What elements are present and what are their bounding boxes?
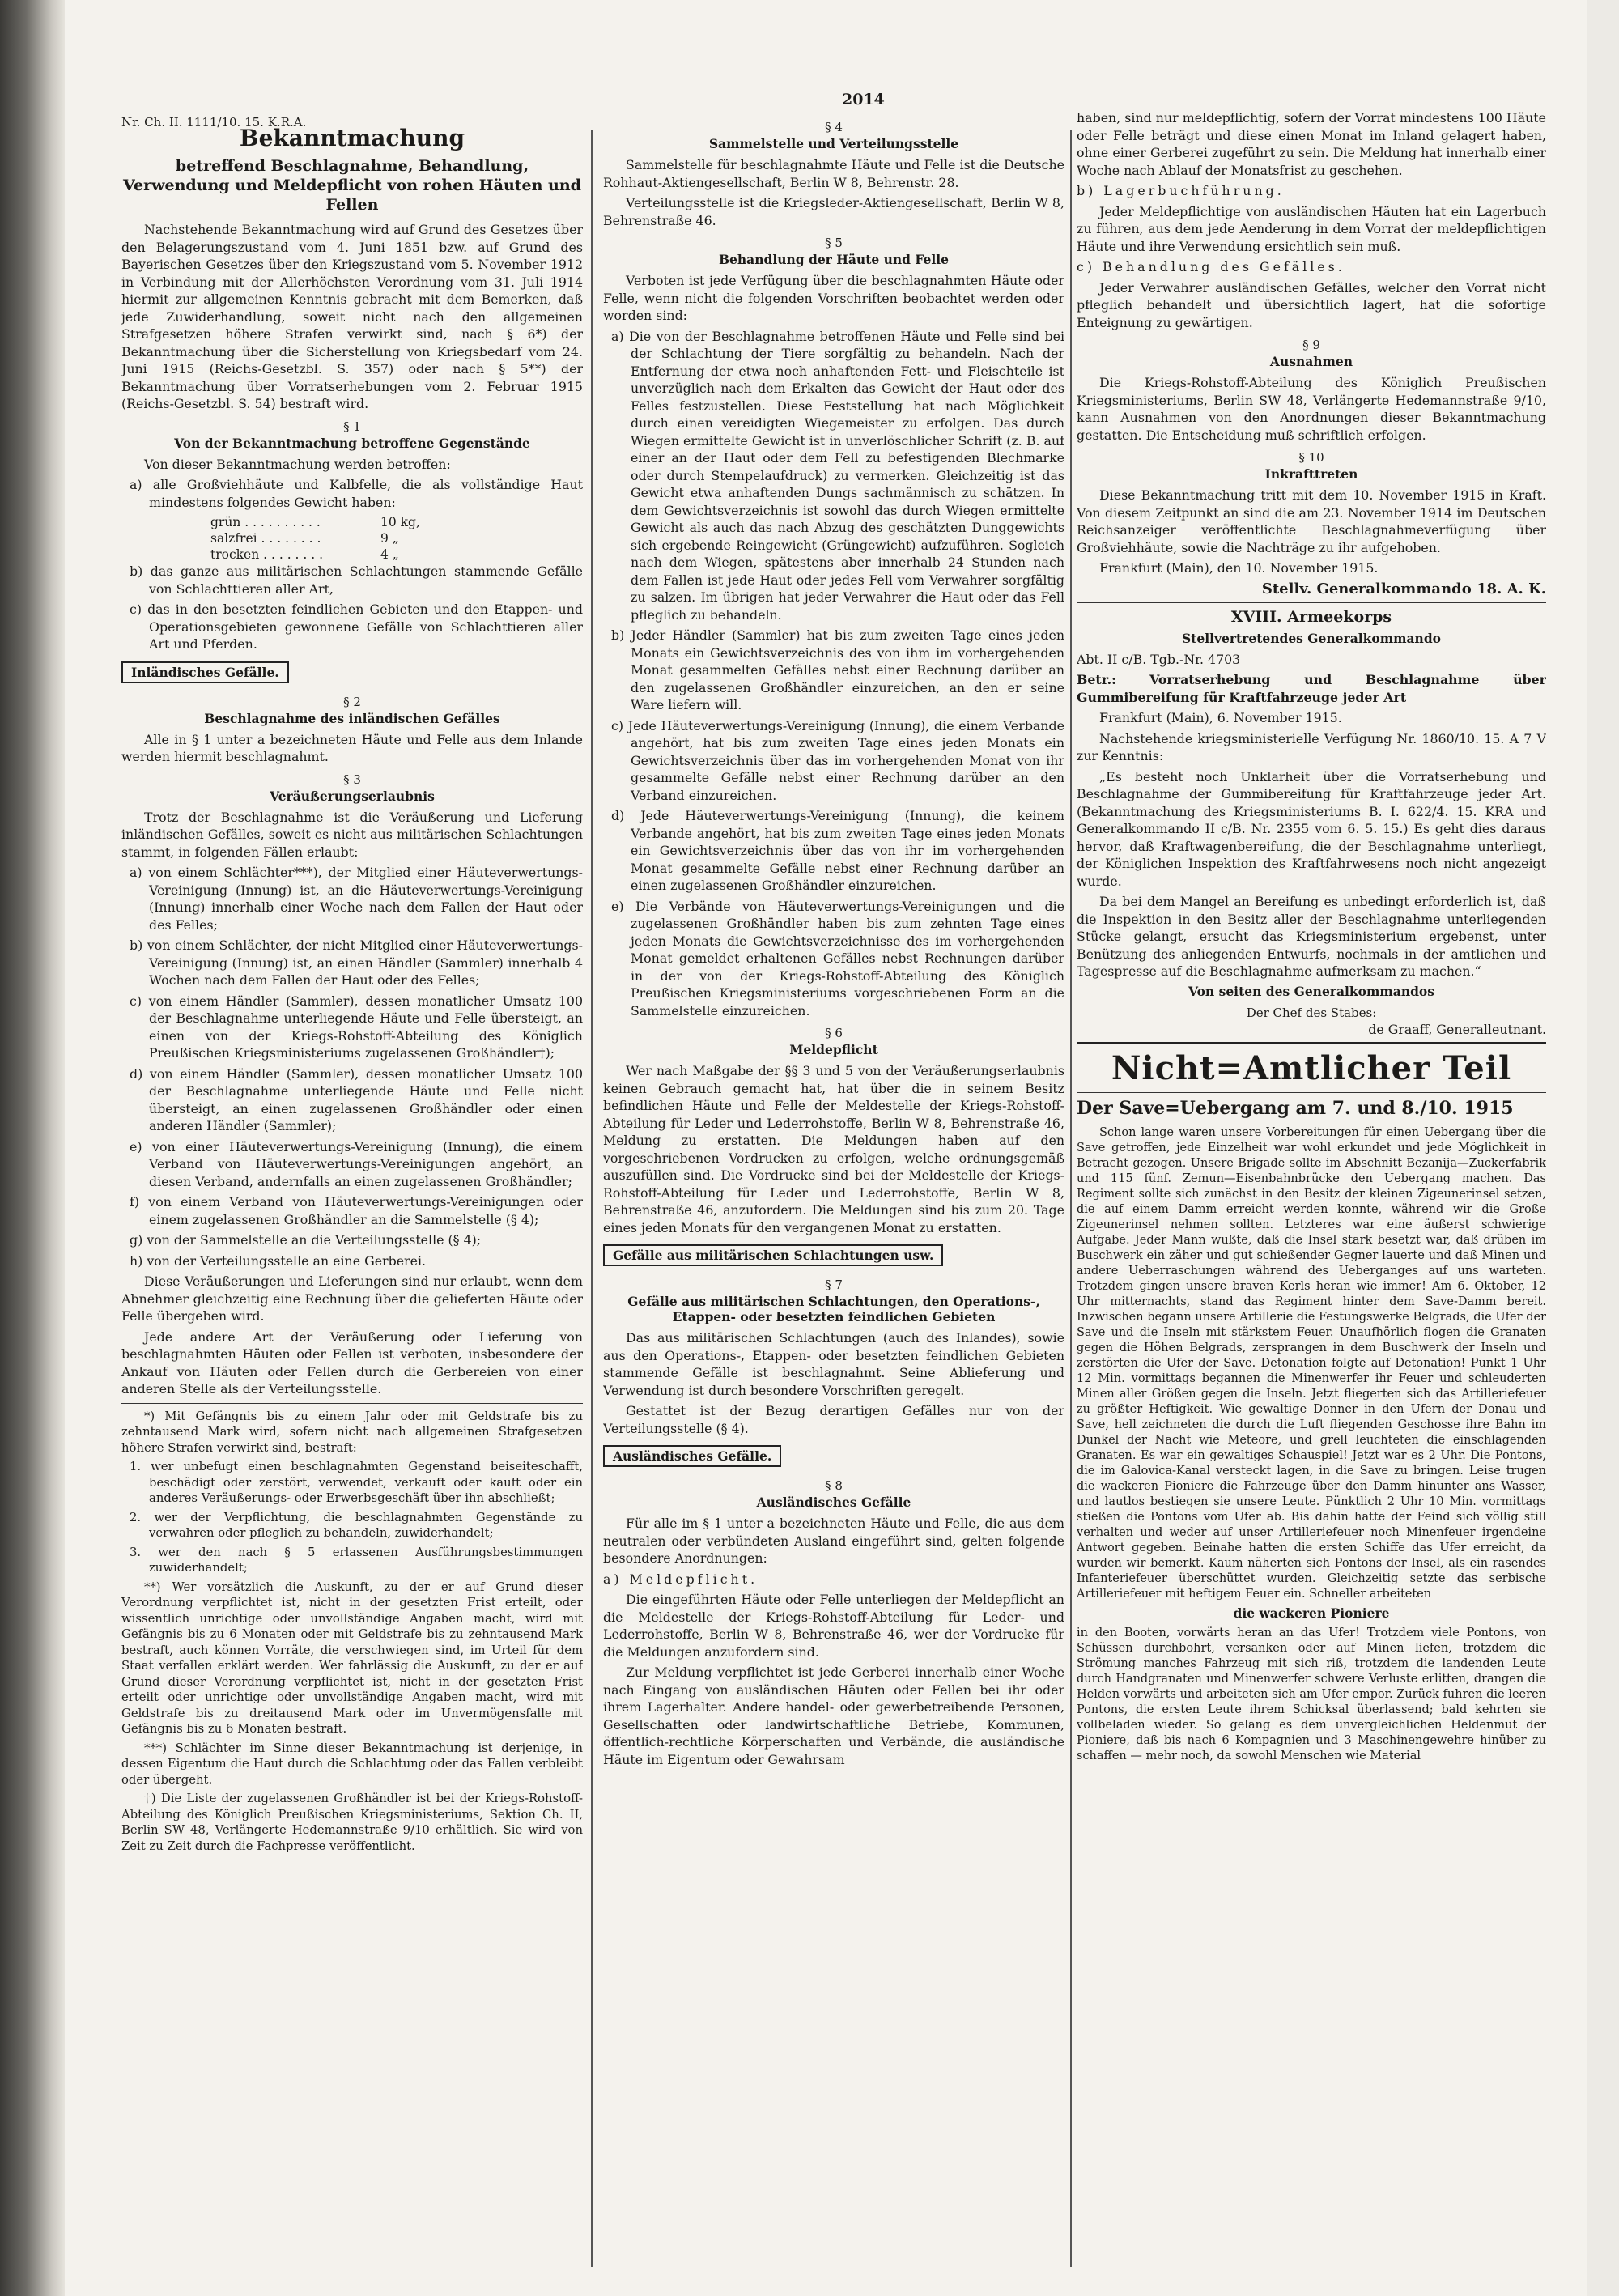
section-5-text: Verboten ist jede Verfügung über die beschlagnahmten Häute oder Felle, wenn nicht die folgenden Vorschriften beobachtet werden oder worden sind: <box>603 273 1064 323</box>
section-2-number: § 2 <box>343 694 361 709</box>
subsection-c-text: Jeder Verwahrer ausländischen Gefälles, welcher den Vorrat nicht pfleglich behandelt und übersichtlich lagert, hat die sofortige Enteignung zu gewärtigen. <box>1077 279 1546 330</box>
order-paragraph-3: Da bei dem Mangel an Bereifung es unbedingt erforderlich ist, daß die Inspektion in den Besitz aller der Beschlagnahme unterliegenden Stücke gelangt, ersucht das Kriegsministerium ergebenst, unter Benützung des anliegenden Entwurfs, nochmals in der amtlichen und Tagespresse auf die Beschlagnahme aufmerksam zu machen.“ <box>1077 894 1546 979</box>
signature-name: de Graaff, Generalleutnant. <box>1368 1021 1546 1037</box>
section-7-paragraph-2: Gestattet ist der Bezug derartigen Gefälles nur von der Verteilungsstelle (§ 4). <box>603 1403 1064 1436</box>
list-item: c) von einem Händler (Sammler), dessen monatlicher Umsatz 100 der Beschlagnahme unterliegende Häute und Felle übersteigt, an einen von der Kriegs-Rohstoff-Abteilung des Königlich Preußischen Kriegsministeriums zugelassenen Großhändler†); <box>130 993 583 1061</box>
section-5-title: Behandlung der Häute und Felle <box>718 252 950 267</box>
list-item: f) von einem Verband von Häuteverwertungs-Vereinigungen oder einem zugelassenen Großhändler an die Sammelstelle (§ 4); <box>130 1194 583 1227</box>
subsection-b-heading: b) Lagerbuchführung. <box>1077 183 1285 198</box>
divider <box>1077 1042 1546 1044</box>
book-binding-gutter <box>0 0 65 2296</box>
document-reference: Nr. Ch. II. 1111/10. 15. K.R.A. <box>121 115 307 130</box>
list-item: g) von der Sammelstelle an die Verteilungsstelle (§ 4); <box>130 1232 482 1248</box>
continued-paragraph: haben, sind nur meldepflichtig, sofern der Vorrat mindestens 100 Häute oder Felle beträgt und diese einen Monat im Inland gelagert haben, ohne einer Gerberei zugeführt zu sein. Die Meldung hat innerhalb einer Woche nach Ablauf der Monatsfrist zu geschehen. <box>1077 110 1546 178</box>
section-4-title: Sammelstelle und Verteilungsstelle <box>708 136 959 151</box>
section-6-text: Wer nach Maßgabe der §§ 3 und 5 von der Veräußerungserlaubnis keinen Gebrauch gemacht hat, hat über die in seinem Besitz befindlichen Häute und Felle der Meldestelle der Kriegs-Rohstoff-Abteilung für Leder und Lederrohstoffe, Berlin W 8, Behrenstraße 46, Meldung zu erstatten. Die Meldungen haben auf den vorgeschriebenen Vordrucken zu erfolgen, welche ordnungsgemäß auszufüllen sind. Die Vordrucke sind bei der Meldestelle der Kriegs-Rohstoff-Abteilung für Leder und Lederrohstoffe, Berlin W 8, Behrenstraße 46, anzufordern. Die Meldungen sind bis zum 20. Tage eines jeden Monats für den vergangenen Monat zu erstatten. <box>603 1063 1064 1235</box>
column-rule-1 <box>591 130 593 2267</box>
footnote-1: *) Mit Gefängnis bis zu einem Jahr oder mit Geldstrafe bis zu zehntausend Mark wird, sofern nicht nach allgemeinen Strafgesetzen höhere Strafen verwirkt sind, bestraft: <box>121 1409 583 1455</box>
section-4-paragraph-1: Sammelstelle für beschlagnahmte Häute und Felle ist die Deutsche Rohhaut-Aktiengesellschaft, Berlin W 8, Behrenstr. 28. <box>603 157 1064 190</box>
section-7-number: § 7 <box>825 1278 843 1292</box>
non-official-section-title: Nicht=Amtlicher Teil <box>1111 1048 1512 1087</box>
section-1-item-c: c) das in den besetzten feindlichen Gebieten und den Etappen- und Operationsgebieten gewonnene Gefälle von Schlachttieren aller Art und Pferden. <box>130 602 583 652</box>
heading-box-domestic: Inländisches Gefälle. <box>121 661 289 683</box>
section-10-number: § 10 <box>1298 450 1324 465</box>
section-5-number: § 5 <box>825 236 843 250</box>
order-paragraph-1: Nachstehende kriegsministerielle Verfügung Nr. 1860/10. 15. A 7 V zur Kenntnis: <box>1077 730 1546 763</box>
article-subheading: die wackeren Pioniere <box>1233 1605 1390 1621</box>
corps-subheading: Stellvertretendes Generalkommando <box>1181 630 1442 646</box>
subject-text: Vorratserhebung und Beschlagnahme über Gummibereifung für Kraftfahrzeuge jeder Art <box>1077 672 1546 705</box>
section-1-item-a: a) alle Großviehhäute und Kalbfelle, die als vollständige Haut mindestens folgendes Gewicht haben: <box>130 477 583 510</box>
section-9-number: § 9 <box>1302 338 1320 352</box>
footnote-4: †) Die Liste der zugelassenen Großhändler ist bei der Kriegs-Rohstoff-Abteilung des Königlich Preußischen Kriegsministeriums, Sektion Ch. II, Berlin SW 48, Verlängerte Hedemannstraße 9/10 erhältlich. Sie wird von Zeit zu Zeit durch die Fachpresse veröffentlicht. <box>121 1792 583 1853</box>
announcement-subtitle: betreffend Beschlagnahme, Behandlung, Verwendung und Meldepflicht von rohen Häuten und Fellen <box>123 157 581 214</box>
heading-box-foreign: Ausländisches Gefälle. <box>603 1445 781 1467</box>
weight-row: salzfrei . . . . . . . . 9 „ <box>210 531 399 546</box>
footnotes <box>121 1409 583 1855</box>
signature-1: Stellv. Generalkommando 18. A. K. <box>1261 580 1546 597</box>
intro-paragraph: Nachstehende Bekanntmachung wird auf Grund des Gesetzes über den Belagerungszustand vom 4. Juni 1851 bzw. auf Grund des Bayerischen Gesetzes über den Kriegszustand vom 5. November 1912 in Verbindung mit der Allerhöchsten Verordnung vom 31. Juli 1914 hiermit zur allgemeinen Kenntnis gebracht mit dem Bemerken, daß jede Zuwiderhandlung, soweit nicht nach den allgemeinen Strafgesetzen höhere Strafen verwirkt sind, nach § 6*) der Bekanntmachung über die Sicherstellung von Kriegsbedarf vom 24. Juni 1915 (Reichs-Gesetzbl. S. 357) oder nach § 5**) der Bekanntmachung über Vorratserhebungen vom 2. Februar 1915 (Reichs-Gesetzbl. S. 54) bestraft wird. <box>121 222 583 411</box>
section-3-number: § 3 <box>343 772 361 787</box>
order-paragraph-2: „Es besteht noch Unklarheit über die Vorratserhebung und Beschlagnahme der Gummibereifung für Kraftfahrzeuge jeder Art. (Bekanntmachung des Kriegsministeriums B. I. 622/4. 15. KRA und Generalkommando II c/B. Nr. 2355 vom 6. 5. 15.) Es geht dies daraus hervor, daß Kraftwagenbereifung, die der Beschlagnahme unterliegt, der Königlichen Inspektion des Kraftfahrwesens noch nicht angezeigt wurde. <box>1077 768 1546 889</box>
section-6-title: Meldepflicht <box>789 1042 878 1057</box>
subsection-b-text: Jeder Meldepflichtige von ausländischen Häuten hat ein Lagerbuch zu führen, aus dem jede Aenderung in dem Vorrat der meldepflichtigen Häute und ihre Verwendung ersichtlich sein muß. <box>1077 203 1546 254</box>
weight-row: grün . . . . . . . . . . 10 kg, <box>210 515 420 529</box>
section-8-a-paragraph-1: Die eingeführten Häute oder Felle unterliegen der Meldepflicht an die Meldestelle der Kriegs-Rohstoff-Abteilung für Leder- und Lederrohstoffe, Berlin W 8, Behrenstraße 46, wer der Vordrucke für die Meldungen anzufordern sind. <box>603 1592 1064 1660</box>
divider <box>1077 1092 1546 1093</box>
section-9-title: Ausnahmen <box>1269 354 1353 369</box>
list-item: b) Jeder Händler (Sammler) hat bis zum zweiten Tage eines jeden Monats ein Gewichtsverzeichnis des von ihm im vorhergehenden Monat gesammelten Gefälles nebst einer Rechnung darüber an den zugelassenen Großhändler einzureichen, an den er seine Ware liefern will. <box>611 627 1064 712</box>
weight-row: trocken . . . . . . . . 4 „ <box>210 547 399 562</box>
heading-box-military: Gefälle aus militärischen Schlachtungen usw. <box>603 1244 943 1266</box>
section-8-a-heading: a) Meldepflicht. <box>603 1571 759 1587</box>
section-1-item-b: b) das ganze aus militärischen Schlachtungen stammende Gefälle von Schlachttieren aller Art, <box>130 563 583 597</box>
date-line-1: Frankfurt (Main), den 10. November 1915. <box>1099 560 1379 576</box>
announcement-title: Bekanntmachung <box>239 125 465 151</box>
corps-heading: XVIII. Armeekorps <box>1230 607 1392 626</box>
subject-label: Betr.: <box>1077 672 1116 687</box>
footnote-2: **) Wer vorsätzlich die Auskunft, zu der er auf Grund dieser Verordnung verpflichtet ist, nicht in der gesetzten Frist erteilt, oder wissentlich unrichtige oder unvollständige Angaben macht, wird mit Gefängnis bis zu 6 Monaten oder mit Geldstrafe bis zu zehntausend Mark bestraft, auch können Vorräte, die verschwiegen sind, im Urteil für dem Staat verfallen erklärt werden. Wer fahrlässig die Auskunft, zu der er auf Grund dieser Verordnung verpflichtet ist, nicht in der gesetzten Frist erteilt oder unrichtige oder unvollständige Angaben macht, wird mit Geldstrafe bis zu dreitausend Mark oder im Unvermögensfalle mit Gefängnis bis zu 6 Monaten bestraft. <box>121 1580 583 1736</box>
section-2-title: Beschlagnahme des inländischen Gefälles <box>204 710 500 726</box>
section-10-text: Diese Bekanntmachung tritt mit dem 10. November 1915 in Kraft. Von diesem Zeitpunkt an sind die am 23. November 1914 im Deutschen Reichsanzeiger veröffentlichte Beschlagnahmeverfügung über Großviehhäute, sowie die Nachträge zu ihr aufgehoben. <box>1077 487 1546 555</box>
list-item: d) von einem Händler (Sammler), dessen monatlicher Umsatz 100 der Beschlagnahme unterliegende Häute und Felle nicht übersteigt, an einen zugelassenen Großhändler oder einen anderen Händler (Sammler); <box>130 1065 583 1133</box>
list-item: c) Jede Häuteverwertungs-Vereinigung (Innung), die einem Verbande angehört, hat bis zum zweiten Tage eines jeden Monats ein Gewichtsverzeichnis über das im vorhergehenden Monat von ihr gesammelte Gefälle nebst einer Rechnung darüber an den Verband einzureichen. <box>611 717 1064 803</box>
section-3-text: Trotz der Beschlagnahme ist die Veräußerung und Lieferung inländischen Gefälles, soweit es nicht aus militärischen Schlachtungen stammt, in folgenden Fällen erlaubt: <box>121 809 583 860</box>
section-8-title: Ausländisches Gefälle <box>756 1495 911 1510</box>
section-3-paragraph-3: Jede andere Art der Veräußerung oder Lieferung von beschlagnahmten Häuten oder Fellen ist verboten, insbesondere der Ankauf von Häuten oder Fellen durch die Gerbereien von einer anderen Stelle als der Verteilungsstelle. <box>121 1329 583 1397</box>
column-3 <box>1077 109 1546 2255</box>
section-8-number: § 8 <box>825 1478 843 1493</box>
list-item: a) Die von der Beschlagnahme betroffenen Häute und Felle sind bei der Schlachtung der Tiere sorgfältig zu behandeln. Nach der Entfernung der etwa noch anhaftenden Fett- und Fleischteile ist unverzüglich nach dem Erkalten das Gewicht der Haut oder des Felles festzustellen. Diese Feststellung hat nach Möglichkeit durch einen vereidigten Wiegemeister zu erfolgen. Das durch Wiegen ermittelte Gewicht ist in unverlöschlicher Schrift (z. B. auf einer an der Haut oder dem Fell zu befestigenden Blechmarke oder durch Stempelaufdruck) zu vermerken. Gleichzeitig ist das Gewicht etwa anhaftenden Dungs sachmännisch zu schätzen. In dem Gewichtsverzeichnis ist sowohl das durch Wiegen ermittelte Gewicht als auch das nach Abzug des geschätzten Dunggewichts sich ergebende Reingewicht (Grüngewicht) aufzuführen. Sogleich nach dem Wiegen, spätestens aber innerhalb 24 Stunden nach dem Fallen ist jede Haut oder jedes Fell vom Verwahrer sorgfältig zu salzen. Im übrigen hat jeder Verwahrer die Haut oder das Fell pfleglich zu behandeln. <box>611 328 1064 623</box>
footnote-divider <box>121 1403 583 1404</box>
section-4-paragraph-2: Verteilungsstelle ist die Kriegsleder-Aktiengesellschaft, Berlin W 8, Behrenstraße 46. <box>603 195 1064 228</box>
subsection-c-heading: c) Behandlung des Gefälles. <box>1077 259 1345 274</box>
footnote-1-item: 3. wer den nach § 5 erlassenen Ausführungsbestimmungen zuwiderhandelt; <box>130 1545 583 1575</box>
section-7-title: Gefälle aus militärischen Schlachtungen, den Operations-, Etappen- oder besetzten feindlichen Gebieten <box>627 1294 1040 1324</box>
section-3-title: Veräußerungserlaubnis <box>270 788 435 804</box>
article-paragraph-1: Schon lange waren unsere Vorbereitungen für einen Uebergang über die Save getroffen, jede Einzelheit war wohl erkundet und jede Möglichkeit in Betracht gezogen. Unsere Brigade sollte im Abschnitt Bezanija—Zuckerfabrik und 115 fünf. Zemun—Eisenbahnbrücke den Uebergang machen. Das Regiment sollte sich zunächst in den Besitz der kleinen Zigeunerinsel setzen, die auf einem Damm erreicht werden konnte, während wir die Große Zigeunerinsel nehmen sollten. Letzteres war eine äußerst schwierige Aufgabe. Jeder Mann wußte, daß die Insel stark besetzt war, daß drüben im Buschwerk ein zäher und gut schießender Gegner lauerte und daß Minen und andere Ueberraschungen während des Ueberganges auf uns warteten. Trotzdem gingen unsere braven Kerls heran wie immer! Am 6. Oktober, 12 Uhr mitternachts, stand das Regiment hinter dem Save-Damm bereit. Inzwischen begann unsere Artillerie die Festungswerke Belgrads, die Ufer der Save und die Inseln mit stärkstem Feuer. Unaufhörlich flogen die Granaten gegen die Höhen Belgrads, zersprangen in dem Buschwerk der Inseln und zerstörten die Ufer der Save. Detonation folgte auf Detonation! Punkt 1 Uhr 12 Min. vormittags begannen die Minenwerfer ihr Feuer und schleuderten Minen aller Größen gegen die Inseln. Jetzt fliegerten sich das Artilleriefeuer zu größter Heftigkeit. Wie gewaltige Donner in den Ufern der Donau und Save, hell zeichneten die durch die Luft fliegenden Geschosse ihre Bahn im Dunkel der Nacht wie Meteore, und grell leuchteten die einschlagenden Granaten. Es war ein gewaltiges Schauspiel! Jetzt war es 2 Uhr. Die Pontons, die im Galovica-Kanal versteckt lagen, in die Save zu bringen. Leise trugen die wackeren Pioniere die Fahrzeuge über den Damm hinunter ans Wasser, und lautlos bestiegen sie unsere Leute. Pünktlich 2 Uhr 10 Min. vormittags stießen die Pontons vom Ufer ab. Bis dahin hatte der Feind sich völlig still verhalten und weder auf unser Artilleriefeuer noch Minenfeuer irgendeine Antwort gegeben. Beinahe hatten die ersten Schiffe das Ufer erreicht, da wurden wir bemerkt. Kaum näherten sich Pontons der Insel, als ein rasendes Infanteriefeuer überschüttet wurden. Gleichzeitig setzte das serbische Artilleriefeuer mit heftigem Feuer ein. Schneller arbeiteten <box>1077 1125 1546 1601</box>
list-item: e) Die Verbände von Häuteverwertungs-Vereinigungen und die zugelassenen Großhändler haben bis zum zehnten Tage eines jeden Monats die Gewichtsverzeichnisse des im vorhergehenden Monat gemeldet erhaltenen Gefälles nebst Rechnungen darüber in der von der Kriegs-Rohstoff-Abteilung des Königlich Preußischen Kriegsministeriums vorgeschriebenen Form an die Sammelstelle einzureichen. <box>611 898 1064 1018</box>
section-7-paragraph-1: Das aus militärischen Schlachtungen (auch des Inlandes), sowie aus den Operations-, Etappen- oder besetzten feindlichen Gebieten stammende Gefälle ist beschlagnahmt. Seine Ablieferung und Verwendung ist durch besondere Vorschriften geregelt. <box>603 1330 1064 1398</box>
signature-heading: Von seiten des Generalkommandos <box>1188 983 1434 999</box>
section-4-number: § 4 <box>825 120 843 134</box>
column-rule-2 <box>1070 130 1072 2267</box>
section-1-number: § 1 <box>343 419 361 434</box>
section-1-title: Von der Bekanntmachung betroffene Gegenstände <box>174 435 530 451</box>
list-item: d) Jede Häuteverwertungs-Vereinigung (Innung), die keinem Verbande angehört, hat bis zum zweiten Tage eines jeden Monats ein Gewichtsverzeichnis über das von ihr im vorhergehenden Monat gesammelte Gefälle nebst einer Rechnung darüber an einen zugelassenen Großhändler einzureichen. <box>611 808 1064 893</box>
article-paragraph-2: in den Booten, vorwärts heran an das Ufer! Trotzdem viele Pontons, von Schüssen durchbohrt, versanken oder auf Minen liefen, trotzdem die Strömung manches Fahrzeug mit sich riß, trotzdem die landenden Leute durch Handgranaten und Minenwerfer schwere Verluste erlitten, drangen die Helden vorwärts und arbeiteten sich am Ufer empor. Zurück fuhren die leeren Pontons, die ersten Leute ihrem Schicksal überlassend; bald kehrten sie vollbeladen wieder. So gelang es dem unvergleichlichen Heldenmut der Pioniere, daß bis nach 6 Kompagnien und 3 Maschinengewehre hinüber zu schaffen — mehr noch, da sowohl Menschen wie Material <box>1077 1626 1546 1762</box>
divider <box>1077 602 1546 603</box>
section-10-title: Inkrafttreten <box>1264 466 1358 482</box>
section-9-text: Die Kriegs-Rohstoff-Abteilung des Königlich Preußischen Kriegsministeriums, Berlin SW 48, Verlängerte Hedemannstraße 9/10, kann Ausnahmen von den Anordnungen dieser Bekanntmachung gestatten. Die Entscheidung muß schriftlich erfolgen. <box>1077 375 1546 443</box>
footnote-1-item: 1. wer unbefugt einen beschlagnahmten Gegenstand beiseiteschafft, beschädigt oder zerstört, verwendet, verkauft oder kauft oder ein anderes Veräußerungs- oder Erwerbsgeschäft über ihn abschließt; <box>130 1460 583 1505</box>
signature-role: Der Chef des Stabes: <box>1246 1005 1377 1020</box>
section-2-text: Alle in § 1 unter a bezeichneten Häute und Felle aus dem Inlande werden hiermit beschlagnahmt. <box>121 731 583 764</box>
section-1-text: Von dieser Bekanntmachung werden betroffen: <box>144 456 451 472</box>
list-item: b) von einem Schlächter, der nicht Mitglied einer Häuteverwertungs-Vereinigung (Innung) ist, an einen Händler (Sammler) innerhalb 4 Wochen nach dem Fallen der Haut oder des Felles; <box>130 938 583 988</box>
footnote-3: ***) Schlächter im Sinne dieser Bekanntmachung ist derjenige, in dessen Eigentum die Haut durch die Schlachtung oder das Fallen verbleibt oder übergeht. <box>121 1741 583 1787</box>
page-number: 2014 <box>842 91 885 108</box>
article-title: Der Save=Uebergang am 7. und 8./10. 1915 <box>1077 1097 1514 1119</box>
column-1 <box>121 121 583 2251</box>
newspaper-page <box>65 0 1587 2296</box>
section-8-text: Für alle im § 1 unter a bezeichneten Häute und Felle, die aus dem neutralen oder verbündeten Ausland eingeführt sind, gelten folgende besondere Anordnungen: <box>603 1516 1064 1566</box>
department-reference: Abt. II c/B. Tgb.-Nr. 4703 <box>1077 651 1241 667</box>
section-3-paragraph-2: Diese Veräußerungen und Lieferungen sind nur erlaubt, wenn dem Abnehmer gleichzeitig eine Rechnung über die gelieferten Häute oder Felle übergeben wird. <box>121 1273 583 1324</box>
column-2 <box>603 113 1064 2251</box>
footnote-1-item: 2. wer der Verpflichtung, die beschlagnahmten Gegenstände zu verwahren oder pfleglich zu behandeln, zuwiderhandelt; <box>130 1510 583 1540</box>
list-item: h) von der Verteilungsstelle an eine Gerberei. <box>130 1252 427 1269</box>
list-item: a) von einem Schlächter***), der Mitglied einer Häuteverwertungs-Vereinigung (Innung) ist, an die Häuteverwertungs-Vereinigung (Innung) innerhalb einer Woche nach dem Fallen der Haut oder des Felles; <box>130 865 583 933</box>
subject-line <box>1077 671 1546 706</box>
section-6-number: § 6 <box>825 1026 843 1040</box>
date-line-2: Frankfurt (Main), 6. November 1915. <box>1099 710 1342 725</box>
list-item: e) von einer Häuteverwertungs-Vereinigung (Innung), die einem Verband von Häuteverwertungs-Vereinigungen angehört, an diesen Verband, andernfalls an einen zugelassenen Großhändler; <box>130 1138 583 1189</box>
section-8-a-paragraph-2: Zur Meldung verpflichtet ist jede Gerberei innerhalb einer Woche nach Eingang von ausländischen Häuten oder Fellen bei ihr oder ihrem Lagerhalter. Andere handel- oder gewerbetreibende Personen, Gesellschaften oder landwirtschaftliche Betriebe, Kommunen, öffentlich-rechtliche Körperschaften und Verbände, die ausländische Häute im Eigentum oder Gewahrsam <box>603 1665 1064 1767</box>
